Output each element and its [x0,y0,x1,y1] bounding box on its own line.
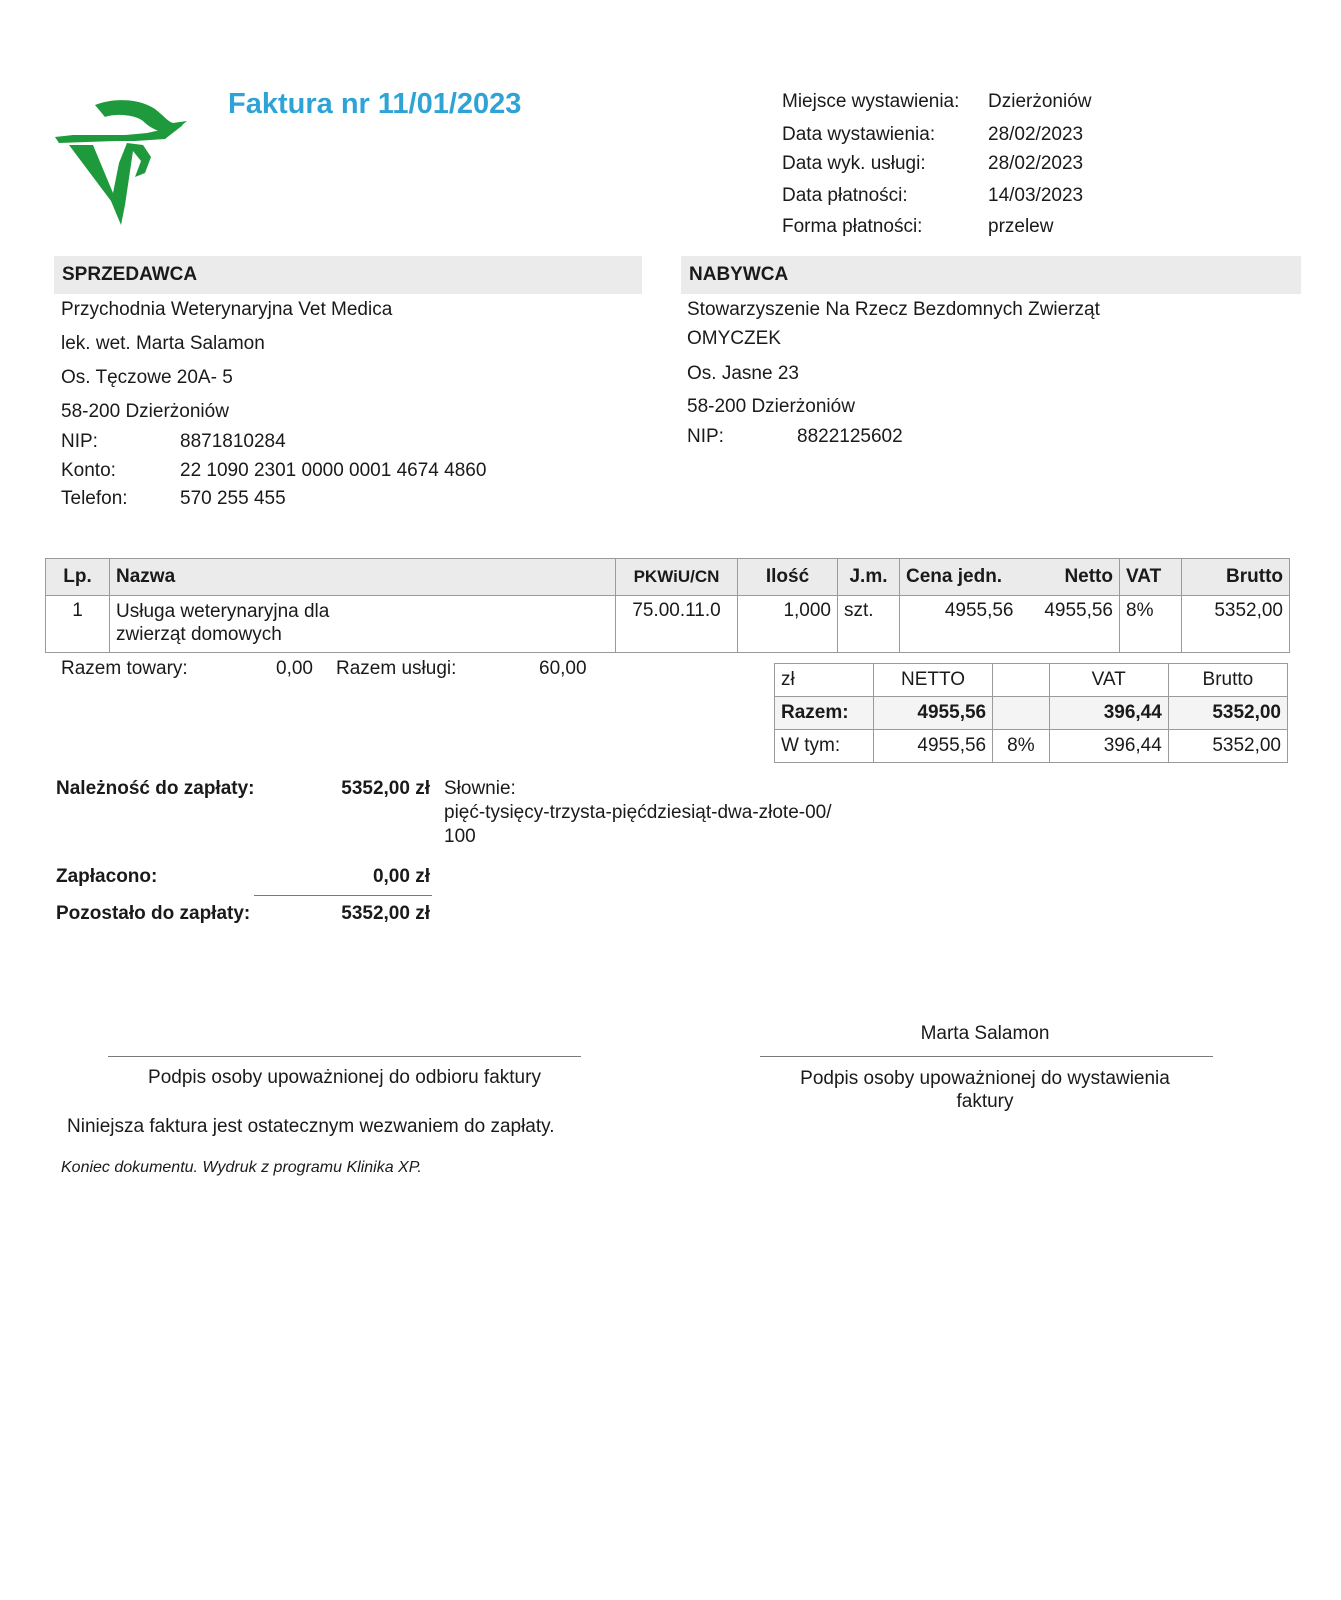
seller-phone-label: Telefon: [61,488,128,509]
issuer-signature-caption: Podpis osoby upoważnionej do wystawienia faktury [800,1068,1170,1112]
vet-clinic-logo-icon [55,95,200,230]
items-table [45,558,1290,653]
final-notice: Niniejsza faktura jest ostatecznym wezwaniem do zapłaty. [67,1116,555,1137]
buyer-street: Os. Jasne 23 [687,363,799,384]
seller-account-label: Konto: [61,460,116,481]
col-header: Nazwa [110,559,616,596]
buyer-nip: 8822125602 [797,426,903,447]
paid-label: Zapłacono: [56,866,158,887]
summary-total-vat: 396,44 [1049,697,1168,730]
issuer-signature-line [760,1056,1213,1057]
item-unit: szt. [838,596,900,653]
seller-nip: 8871810284 [180,431,286,452]
item-lp: 1 [46,596,110,653]
meta-value: 14/03/2023 [988,185,1084,206]
col-header: Brutto [1182,559,1290,596]
summary-total-label: Razem: [775,697,874,730]
seller-nip-label: NIP: [61,431,98,452]
receiver-signature-line [108,1056,581,1057]
col-header: J.m. [838,559,900,596]
issuer-name: Marta Salamon [920,1023,1050,1044]
receiver-signature-caption: Podpis osoby upoważnionej do odbioru faktury [148,1067,541,1088]
buyer-nip-label: NIP: [687,426,724,447]
col-header: Cena jedn. [900,559,1020,596]
meta-label: Miejsce wystawienia: [782,91,960,112]
summary-incl-vat: 396,44 [1049,730,1168,763]
col-header: PKWiU/CN [616,559,738,596]
remaining-amount: 5352,00 zł [341,903,430,924]
goods-total: 0,00 [276,658,313,679]
seller-street: Os. Tęczowe 20A- 5 [61,367,233,388]
item-net: 4955,56 [1020,596,1120,653]
summary-empty-cell [993,697,1050,730]
amount-words-label: Słownie: [444,778,516,799]
end-of-document: Koniec dokumentu. Wydruk z programu Klinika XP. [61,1159,422,1176]
seller-city: 58-200 Dzierżoniów [61,401,229,422]
buyer-city: 58-200 Dzierżoniów [687,396,855,417]
summary-currency: zł [775,664,874,697]
buyer-header: NABYWCA [681,256,1301,294]
summary-incl-row [775,730,1288,763]
services-total: 60,00 [539,658,587,679]
goods-total-label: Razem towary: [61,658,188,679]
paid-amount: 0,00 zł [372,866,430,887]
services-total-label: Razem usługi: [336,658,457,679]
item-price: 4955,56 [900,596,1020,653]
col-header: VAT [1120,559,1182,596]
invoice-title: Faktura nr 11/01/2023 [228,88,522,120]
col-header: Netto [1020,559,1120,596]
buyer-name: Stowarzyszenie Na Rzecz Bezdomnych Zwierząt [687,299,1100,320]
remaining-label: Pozostało do zapłaty: [56,903,251,924]
item-name [110,596,616,653]
summary-total-row [775,697,1288,730]
meta-value: 28/02/2023 [988,153,1084,174]
meta-value: przelew [988,216,1054,237]
amount-due: 5352,00 zł [341,778,430,799]
meta-label: Data płatności: [782,185,908,206]
summary-vat-header: VAT [1049,664,1168,697]
vat-summary-table [774,663,1288,763]
buyer-name-line2: OMYCZEK [687,328,781,349]
meta-value: Dzierżoniów [988,91,1092,112]
paid-divider [254,895,432,896]
col-header: Ilość [738,559,838,596]
seller-header: SPRZEDAWCA [54,256,642,294]
item-name-line2: zwierząt domowych [116,624,282,645]
item-qty: 1,000 [738,596,838,653]
seller-person: lek. wet. Marta Salamon [61,333,265,354]
summary-header-row [775,664,1288,697]
summary-incl-rate: 8% [993,730,1050,763]
summary-total-net: 4955,56 [873,697,992,730]
summary-incl-gross: 5352,00 [1168,730,1287,763]
col-header: Lp. [46,559,110,596]
amount-due-label: Należność do zapłaty: [56,778,255,799]
item-gross: 5352,00 [1182,596,1290,653]
summary-incl-label: W tym: [775,730,874,763]
meta-label: Data wyk. usługi: [782,153,926,174]
table-row [46,596,1290,653]
item-name-line1: Usługa weterynaryjna dla [116,601,330,622]
seller-phone: 570 255 455 [180,488,286,509]
summary-incl-net: 4955,56 [873,730,992,763]
item-vat: 8% [1120,596,1182,653]
summary-gross-header: Brutto [1168,664,1287,697]
items-header-row [46,559,1290,596]
seller-name: Przychodnia Weterynaryjna Vet Medica [61,299,393,320]
item-pkwiu: 75.00.11.0 [616,596,738,653]
meta-label: Data wystawienia: [782,124,936,145]
meta-value: 28/02/2023 [988,124,1084,145]
summary-empty-cell [993,664,1050,697]
seller-account: 22 1090 2301 0000 0001 4674 4860 [180,460,487,481]
summary-total-gross: 5352,00 [1168,697,1287,730]
summary-net-header: NETTO [873,664,992,697]
amount-words: pięć-tysięcy-trzysta-pięćdziesiąt-dwa-złote-00/ [444,802,832,823]
amount-words-line2: 100 [444,826,476,847]
meta-label: Forma płatności: [782,216,923,237]
